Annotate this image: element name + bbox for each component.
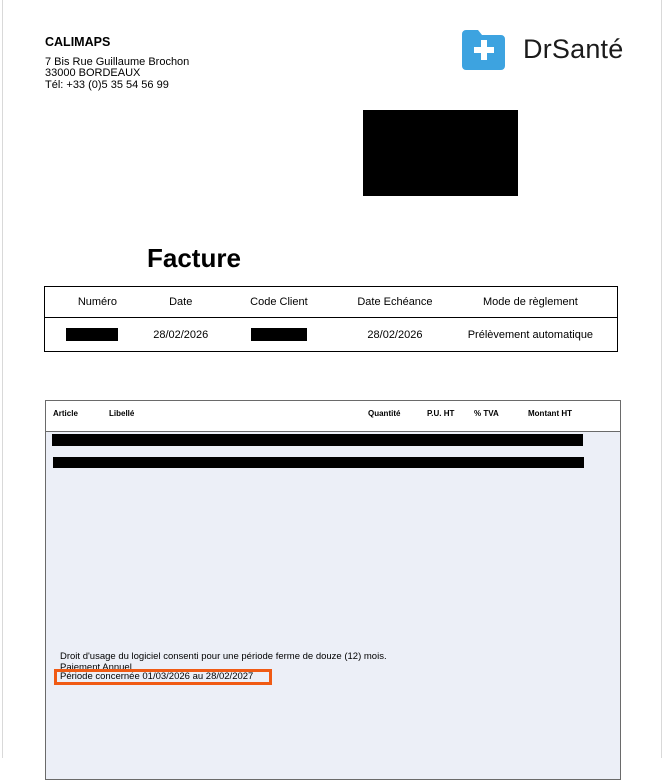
header-libelle: Libellé [109,409,135,418]
invoice-info-table [44,286,618,352]
header-code-client: Code Client [212,287,346,318]
header-numero: Numéro [45,287,150,318]
header-date: Date [150,287,212,318]
redacted-code-client [251,328,307,341]
period-text: Période concernée 01/03/2026 au 28/02/2027 [60,671,254,682]
header-pu-ht: P.U. HT [427,409,455,418]
payment-note: Paiement Annuel [60,663,132,670]
invoice-lines-table [45,400,621,780]
company-address-line2: 33000 BORDEAUX [45,67,141,79]
redacted-numero [66,328,118,341]
license-note: Droit d'usage du logiciel consenti pour une période ferme de douze (12) mois. [60,651,387,662]
company-address-line1: 7 Bis Rue Guillaume Brochon [45,55,190,68]
lines-header-row [46,401,620,432]
drsante-logo [462,28,623,70]
document-title: Facture [147,243,241,273]
info-header-row [45,287,618,318]
redacted-line-1 [52,434,583,446]
value-code-client [212,318,346,352]
value-date-echeance: 28/02/2026 [367,328,423,341]
header-montant-ht: Montant HT [528,409,572,418]
header-tva: % TVA [474,409,499,418]
period-highlight [54,669,272,685]
company-block [45,37,189,91]
header-date-echeance: Date Echéance [346,287,444,318]
value-date: 28/02/2026 [153,328,209,341]
company-phone: Tél: +33 (0)5 35 54 56 99 [45,78,169,91]
redacted-line-2 [53,457,584,468]
redacted-recipient-block [363,110,518,196]
header-quantite: Quantité [368,409,401,418]
plus-folder-icon [462,28,506,70]
value-numero [45,318,150,352]
company-name: CALIMAPS [45,35,111,49]
value-mode-reglement: Prélèvement automatique [467,328,594,341]
header-mode-reglement: Mode de règlement [444,287,618,318]
info-value-row [45,318,618,352]
logo-text: DrSanté [523,33,624,64]
header-article: Article [53,409,78,418]
